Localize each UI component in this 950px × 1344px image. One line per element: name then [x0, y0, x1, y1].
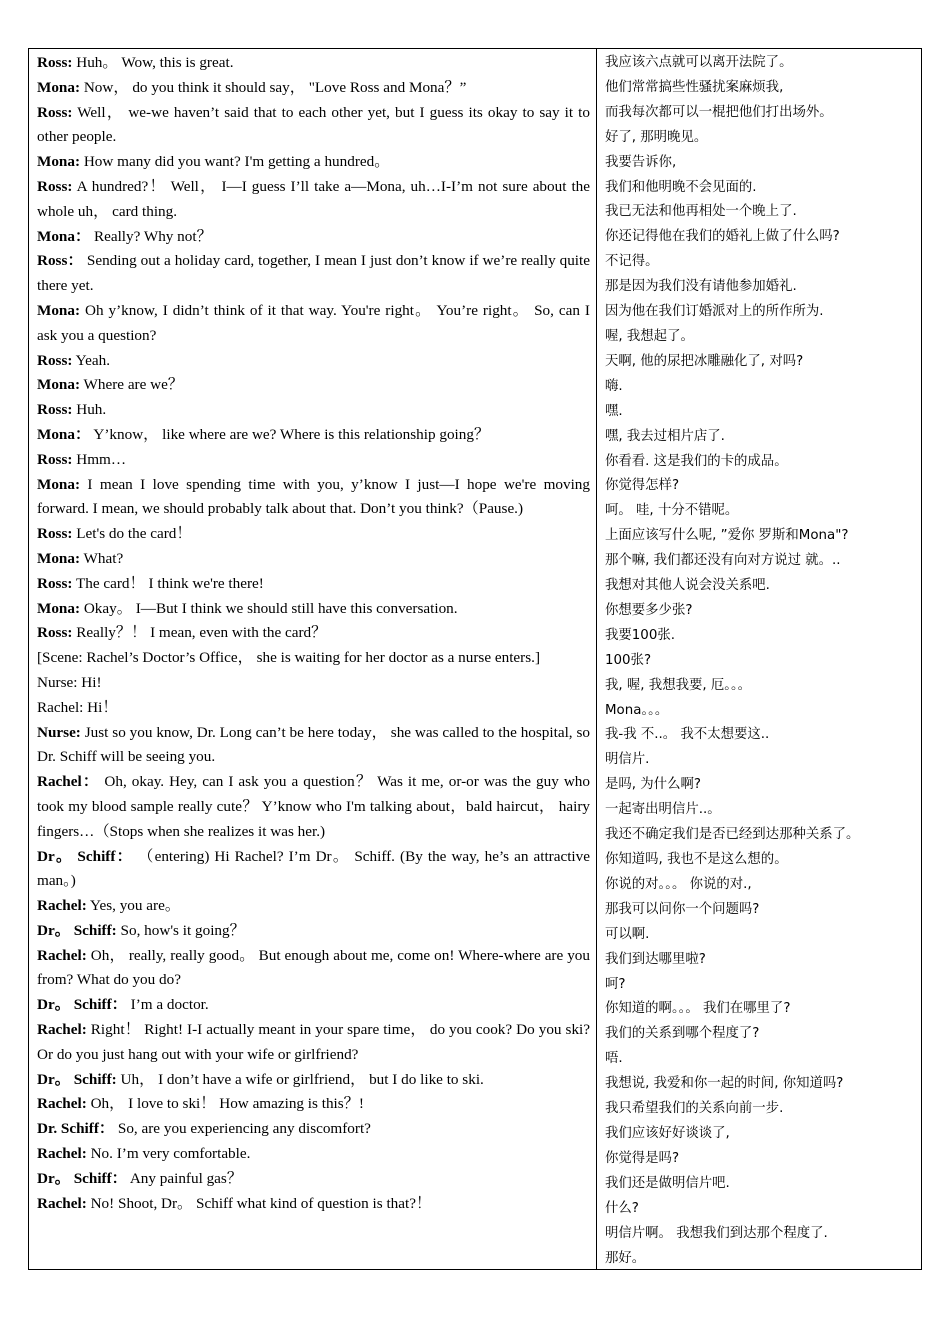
- subtitle-line: 你知道的啊。。。 我们在哪里了?: [605, 1001, 791, 1017]
- speaker-name: Nurse:: [37, 723, 81, 741]
- speaker-name: Ross:: [37, 450, 73, 468]
- dialogue-line: [37, 51, 590, 76]
- subtitle-line: 上面应该写什么呢, ”爱你 罗斯和Mona"?: [605, 528, 849, 544]
- dialogue-line: [37, 175, 590, 225]
- speaker-name: Ross:: [37, 177, 73, 195]
- chinese-subtitle-column: [597, 49, 921, 1269]
- speaker-name: Dr。 Schiff:: [37, 1070, 117, 1088]
- dialogue-line: [37, 547, 590, 572]
- speaker-name: Rachel:: [37, 1095, 87, 1113]
- dialogue-text: No! Shoot, Dr。 Schiff what kind of question is that?！: [86, 1194, 432, 1212]
- subtitle-line: 我还不确定我们是否已经到达那种关系了。: [605, 827, 860, 843]
- subtitle-line: 明信片.: [605, 752, 650, 768]
- subtitle-line: 你说的对。。。 你说的对.,: [605, 876, 752, 892]
- dialogue-line: [37, 398, 590, 423]
- dialogue-text: （entering) Hi Rachel? I’m Dr。 Schiff. (By the way, he’s an attractive man。): [37, 847, 590, 890]
- dialogue-text: Okay。 I—But I think we should still have this conversation.: [80, 599, 458, 617]
- dialogue-text: So, are you experiencing any discomfort?: [114, 1120, 371, 1138]
- dialogue-text: No. I’m very comfortable.: [86, 1145, 251, 1163]
- dialogue-line: [37, 349, 590, 374]
- dialogue-line: [37, 1167, 590, 1192]
- dialogue-text: Sending out a holiday card, together, I mean I just don’t know if we’re really quite there yet.: [37, 252, 590, 295]
- dialogue-line: [37, 894, 590, 919]
- dialogue-line: [37, 448, 590, 473]
- dialogue-text: I mean I love spending time with you, y’know I just—I hope we're moving forward. I mean, we should probably talk about that. Don’t you think?（Pause.): [37, 475, 590, 518]
- dialogue-text: Right！ Right! I-I actually meant in your spare time， do you cook? Do you ski? Or do you just hang out with your wife or girlfriend?: [37, 1021, 590, 1063]
- english-dialogue-column: [29, 49, 597, 1269]
- dialogue-text: A hundred?！ Well， I—I guess I’ll take a—Mona, uh…I-I’m not sure about the whole uh， card thing.: [37, 177, 590, 220]
- dialogue-text: Where are we？: [80, 376, 184, 394]
- dialogue-text: Oh, okay. Hey, can I ask you a question？ Was it me, or-or was the guy who took my blood sample really cute？ Y’know who I'm talking about，bald haircut， hairy fingers…（Stops when she realizes it was her.): [37, 773, 590, 840]
- dialogue-line: [37, 225, 590, 250]
- subtitle-line: 我应该六点就可以离开法院了。: [605, 55, 793, 70]
- speaker-name: Ross:: [37, 54, 73, 71]
- dialogue-text: I’m a doctor.: [126, 996, 209, 1014]
- subtitle-line: 呵?: [605, 976, 626, 992]
- subtitle-line: 我-我 不..。 我不太想要这..: [605, 727, 770, 743]
- speaker-name: Mona:: [37, 376, 81, 394]
- subtitle-line: 我想说, 我爱和你一起的时间, 你知道吗?: [605, 1076, 844, 1092]
- subtitle-line: 我们和他明晚不会见面的.: [605, 179, 757, 195]
- subtitle-line: 那好。: [605, 1250, 646, 1266]
- dialogue-line: [37, 919, 590, 944]
- speaker-name: Mona:: [37, 301, 81, 319]
- dialogue-text: Oh， really, really good。 But enough about me, come on! Where-where are you from? What do you do?: [37, 946, 590, 989]
- speaker-name: Rachel:: [37, 1194, 87, 1212]
- speaker-name: Dr。 Schiff：: [37, 847, 134, 865]
- speaker-name: Ross:: [37, 351, 73, 369]
- subtitle-line: 嘿.: [605, 403, 623, 419]
- dialogue-line: [37, 646, 590, 671]
- speaker-name: Ross:: [37, 574, 73, 592]
- speaker-name: Mona:: [37, 599, 81, 617]
- subtitle-line: 好了, 那明晚见。: [605, 129, 708, 145]
- dialogue-line: [37, 1092, 590, 1117]
- dialogue-line: [37, 671, 590, 696]
- subtitle-line: Mona。。。: [605, 702, 669, 718]
- dialogue-text: Let's do the card！: [72, 525, 192, 543]
- speaker-name: Mona:: [37, 78, 81, 96]
- speaker-name: Ross:: [37, 525, 73, 543]
- dialogue-line: [37, 373, 590, 398]
- subtitle-line: 天啊, 他的尿把冰雕融化了, 对吗?: [605, 353, 804, 369]
- speaker-name: Rachel:: [37, 1145, 87, 1163]
- dialogue-text: Really? Why not？: [90, 227, 212, 245]
- dialogue-line: [37, 993, 590, 1018]
- subtitle-line: 我, 喔, 我想我要, 厄。。。: [605, 677, 752, 693]
- speaker-name: Rachel:: [37, 897, 87, 915]
- dialogue-line: [37, 944, 590, 994]
- dialogue-line: [37, 721, 590, 771]
- dialogue-line: [37, 101, 590, 151]
- subtitle-line: 我想对其他人说会没关系吧.: [605, 578, 770, 594]
- dialogue-text: How many did you want? I'm getting a hundred。: [80, 153, 390, 171]
- speaker-name: Dr。 Schiff：: [37, 1169, 127, 1187]
- dialogue-text: The card！ I think we're there!: [72, 574, 264, 592]
- dialogue-line: [37, 1018, 590, 1068]
- speaker-name: Ross:: [37, 401, 73, 419]
- subtitle-line: 我已无法和他再相处一个晚上了.: [605, 204, 797, 220]
- dialogue-text: Really？！ I mean, even with the card？: [72, 624, 327, 642]
- subtitle-line: 那我可以问你一个问题吗?: [605, 901, 760, 917]
- subtitle-line: 那个嘛, 我们都还没有向对方说过 就。..: [605, 553, 841, 569]
- dialogue-text: [Scene: Rachel’s Doctor’s Office， she is waiting for her doctor as a nurse enters.]: [37, 649, 540, 667]
- dialogue-text: Well， we-we haven’t said that to each other yet, but I guess its okay to say it to other people.: [37, 103, 590, 146]
- speaker-name: Mona:: [37, 549, 81, 567]
- dialogue-text: Nurse: Hi!: [37, 673, 102, 691]
- dialogue-line: [37, 696, 590, 721]
- speaker-name: Mona：: [37, 425, 91, 443]
- dialogue-line: [37, 473, 590, 523]
- dialogue-line: [37, 76, 590, 101]
- transcript-table: [28, 48, 922, 1270]
- dialogue-text: Just so you know, Dr. Long can’t be here today， she was called to the hospital, so Dr. Schiff will be seeing you.: [37, 723, 590, 766]
- speaker-name: Ross:: [37, 624, 73, 642]
- subtitle-line: 而我每次都可以一棍把他们打出场外。: [605, 104, 833, 120]
- speaker-name: Ross：: [37, 252, 83, 270]
- dialogue-text: Any painful gas？: [126, 1169, 243, 1187]
- speaker-name: Mona:: [37, 153, 81, 171]
- dialogue-line: [37, 621, 590, 646]
- dialogue-text: So, how's it going？: [116, 921, 245, 939]
- subtitle-line: 你看看. 这是我们的卡的成品。: [605, 453, 788, 469]
- dialogue-line: [37, 597, 590, 622]
- subtitle-line: 我要100张.: [605, 627, 675, 643]
- dialogue-line: [37, 1117, 590, 1142]
- dialogue-line: [37, 299, 590, 349]
- subtitle-line: 我只希望我们的关系向前一步.: [605, 1101, 784, 1117]
- dialogue-line: [37, 1068, 590, 1093]
- subtitle-line: 我们还是做明信片吧.: [605, 1175, 730, 1191]
- speaker-name: Ross:: [37, 103, 73, 121]
- subtitle-line: 因为他在我们订婚派对上的所作所为.: [605, 304, 824, 320]
- dialogue-text: Oh y’know, I didn’t think of it that way. You're right。 You’re right。 So, can I ask you a question?: [37, 301, 590, 344]
- dialogue-line: [37, 249, 590, 299]
- speaker-name: Rachel:: [37, 946, 87, 964]
- subtitle-line: 你觉得怎样?: [605, 478, 680, 494]
- dialogue-text: Now， do you think it should say， "Love Ross and Mona？”: [80, 78, 467, 96]
- subtitle-line: 你觉得是吗?: [605, 1150, 680, 1166]
- dialogue-text: What?: [80, 549, 124, 567]
- subtitle-line: 我们应该好好谈谈了,: [605, 1125, 730, 1141]
- subtitle-line: 他们常常搞些性骚扰案麻烦我,: [605, 79, 784, 95]
- dialogue-line: [37, 845, 590, 895]
- subtitle-line: 你还记得他在我们的婚礼上做了什么吗?: [605, 229, 840, 245]
- subtitle-line: 嗨.: [605, 378, 623, 394]
- dialogue-text: Yes, you are。: [86, 897, 181, 915]
- dialogue-line: [37, 572, 590, 597]
- dialogue-text: Uh， I don’t have a wife or girlfriend， but I do like to ski.: [116, 1070, 484, 1088]
- speaker-name: Mona:: [37, 475, 81, 493]
- subtitle-line: 可以啊.: [605, 926, 650, 942]
- dialogue-text: Huh.: [72, 401, 107, 419]
- subtitle-line: 我们到达哪里啦?: [605, 951, 706, 967]
- speaker-name: Mona：: [37, 227, 91, 245]
- speaker-name: Dr。 Schiff:: [37, 921, 117, 939]
- subtitle-line: 不记得。: [605, 254, 659, 270]
- speaker-name: Dr. Schiff：: [37, 1120, 115, 1138]
- dialogue-text: Hmm…: [72, 450, 127, 468]
- dialogue-text: Rachel: Hi！: [37, 698, 118, 716]
- dialogue-text: Oh， I love to ski！ How amazing is this？!: [86, 1095, 364, 1113]
- subtitle-line: 你知道吗, 我也不是这么想的。: [605, 852, 788, 867]
- dialogue-line: [37, 423, 590, 448]
- dialogue-text: Huh。 Wow, this is great.: [72, 54, 234, 71]
- subtitle-line: 一起寄出明信片..。: [605, 802, 721, 818]
- subtitle-line: 什么?: [605, 1200, 639, 1216]
- dialogue-text: Yeah.: [72, 351, 111, 369]
- dialogue-line: [37, 522, 590, 547]
- subtitle-line: 呵。 哇, 十分不错呢。: [605, 503, 739, 519]
- subtitle-line: 100张?: [605, 652, 652, 668]
- subtitle-line: 明信片啊。 我想我们到达那个程度了.: [605, 1225, 828, 1241]
- speaker-name: Rachel：: [37, 773, 100, 791]
- subtitle-line: 你想要多少张?: [605, 602, 693, 618]
- dialogue-line: [37, 1192, 590, 1217]
- speaker-name: Dr。 Schiff：: [37, 996, 127, 1014]
- subtitle-line: 那是因为我们没有请他参加婚礼.: [605, 279, 797, 295]
- dialogue-line: [37, 150, 590, 175]
- dialogue-line: [37, 770, 590, 844]
- subtitle-line: 是吗, 为什么啊?: [605, 777, 701, 793]
- subtitle-line: 嘿, 我去过相片店了.: [605, 428, 725, 444]
- dialogue-line: [37, 1142, 590, 1167]
- subtitle-line: 我们的关系到哪个程度了?: [605, 1026, 760, 1042]
- subtitle-line: 喔, 我想起了。: [605, 328, 694, 344]
- subtitle-line: 我要告诉你,: [605, 154, 677, 170]
- speaker-name: Rachel:: [37, 1021, 87, 1039]
- dialogue-text: Y’know， like where are we? Where is this relationship going？: [90, 425, 490, 443]
- subtitle-line: 唔.: [605, 1051, 623, 1067]
